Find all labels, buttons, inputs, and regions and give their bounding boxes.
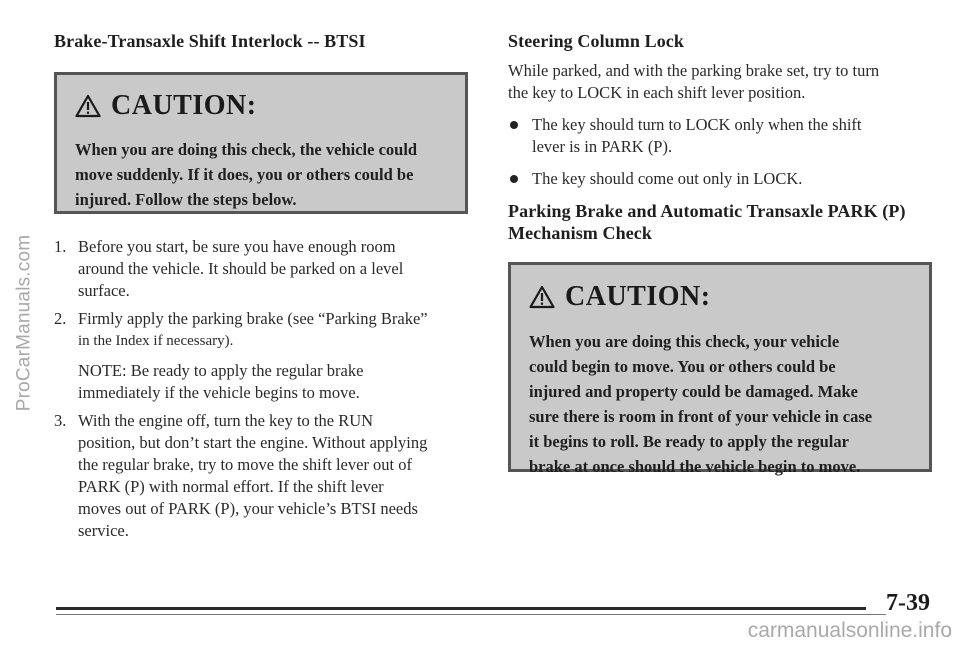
caution-line: When you are doing this check, the vehicle could [75,140,418,159]
btsi-steps [54,236,482,542]
step-number: 2. [54,309,67,328]
step-line: With the engine off, turn the key to the RUN [78,411,374,430]
step-line: surface. [78,281,130,300]
side-watermark-text: ProCarManuals.com [13,234,35,411]
step-line: service. [78,521,129,540]
caution-box-btsi [54,72,468,214]
steering-lock-bullets [508,114,933,190]
parking-brake-check-heading [508,200,933,244]
caution-line: When you are doing this check, your vehicle [529,332,840,351]
bullet-item [508,114,933,158]
caution-box-parking [508,262,932,476]
caution-header [529,265,915,329]
note-line: immediately if the vehicle begins to move. [78,383,360,402]
step-line: Before you start, be sure you have enough room [78,237,396,256]
step-line: moves out of PARK (P), your vehicle’s BTSI needs [78,499,418,518]
step-line: around the vehicle. It should be parked on a level [78,259,404,278]
step-number: 3. [54,411,67,430]
caution-line: could begin to move. You or others could be [529,357,836,376]
bottom-watermark: carmanualsonline.info [747,619,952,642]
bullet-line: The key should turn to LOCK only when the shift [532,115,862,134]
caution-text [75,137,451,212]
bullet-line: lever is in PARK (P). [532,137,673,156]
right-column [508,30,933,476]
btsi-heading: Brake-Transaxle Shift Interlock -- BTSI [54,31,366,51]
step-line: position, but don’t start the engine. Without applying [78,433,428,452]
caution-header [75,75,451,137]
step-line: PARK (P) with normal effort. If the shift lever [78,477,384,496]
intro-line: the key to LOCK in each shift lever position. [508,83,806,102]
page-number: 7-39 [886,590,930,616]
step-line: the regular brake, try to move the shift lever out of [78,455,413,474]
caution-line: it begins to roll. Be ready to apply the regular [529,432,849,451]
caution-line: brake at once should the vehicle begin to move. [529,457,861,476]
caution-line: sure there is room in front of your vehicle in case [529,407,873,426]
side-watermark [2,0,46,645]
step-item [54,236,482,302]
heading-line: Mechanism Check [508,223,652,243]
caution-line: injured. Follow the steps below. [75,190,297,209]
warning-triangle-icon [529,285,555,309]
step-note [78,360,482,404]
bullet-dot-icon [510,121,518,129]
step-line: Firmly apply the parking brake (see “Parking Brake” [78,309,428,328]
footer-rule-thin [56,614,886,615]
caution-line: injured and property could be damaged. Make [529,382,858,401]
bullet-line: The key should come out only in LOCK. [532,169,803,188]
intro-line: While parked, and with the parking brake set, try to turn [508,61,880,80]
steering-lock-intro [508,60,933,104]
footer-rule [56,607,866,611]
step-line-small: in the Index if necessary). [78,333,234,349]
bullet-dot-icon [510,175,518,183]
note-line: NOTE: Be ready to apply the regular brake [78,361,364,380]
caution-title: CAUTION: [565,281,711,312]
warning-triangle-icon [75,94,101,118]
step-number: 1. [54,237,67,256]
bullet-item [508,168,933,190]
left-column [54,30,482,548]
steering-lock-heading: Steering Column Lock [508,31,685,51]
caution-line: move suddenly. If it does, you or others could be [75,165,414,184]
step-item [54,308,482,404]
step-item [54,410,482,542]
caution-title: CAUTION: [111,90,257,121]
heading-line: Parking Brake and Automatic Transaxle PARK (P) [508,201,906,221]
caution-text [529,329,915,479]
